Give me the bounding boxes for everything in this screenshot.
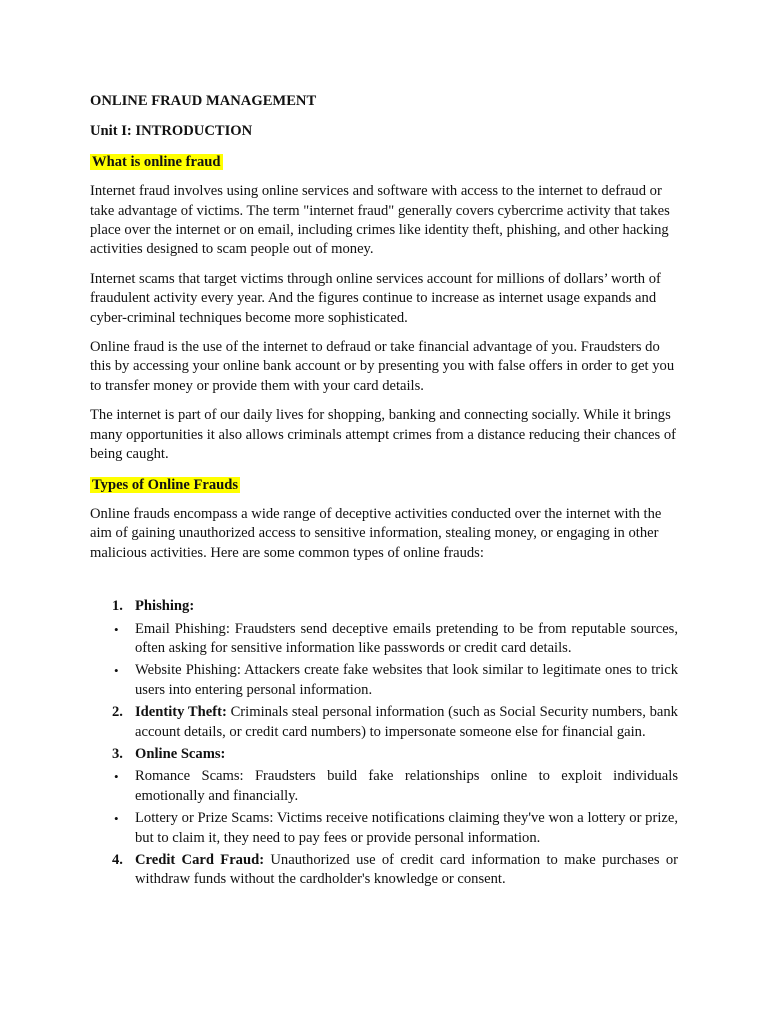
list-number: 3.: [112, 745, 123, 762]
paragraph: Internet fraud involves using online services and software with access to the internet to defraud or take advantage of victims. The term "internet fraud" generally covers cybercrime activity that takes place over the internet or on email, including crimes like identity theft, phishing, and other hacking activities designed to scam people out of money.: [90, 183, 670, 258]
paragraph: Internet scams that target victims through online services account for millions of dollars’ worth of fraudulent activity every year. And the figures continue to increase as internet usage expands and cyber-criminal techniques become more sophisticated.: [90, 270, 661, 326]
section-heading-what-is: [90, 153, 678, 172]
paragraph: The internet is part of our daily lives for shopping, banking and connecting socially. While it brings many opportunities it also allows criminals attempt crimes from a distance reducing their chances of being caught.: [90, 407, 677, 463]
list-item-text: Email Phishing: Fraudsters send deceptive emails pretending to be from reputable sources, often asking for sensitive information like passwords or credit card details.: [135, 620, 678, 656]
bullet-icon: •: [114, 811, 119, 827]
list-item-text: Unauthorized use of credit card information to make purchases or withdraw funds without the cardholder's knowledge or consent.: [135, 852, 678, 888]
list-item-text: Website Phishing: Attackers create fake websites that look similar to legitimate ones to trick users into entering personal information.: [135, 662, 678, 698]
list-item-label: Phishing:: [135, 598, 195, 615]
bullet-list-item: [90, 661, 678, 700]
bullet-list-item: [90, 809, 678, 848]
document-title: ONLINE FRAUD MANAGEMENT: [90, 93, 317, 109]
numbered-list-item: [90, 703, 678, 742]
list-number: 4.: [112, 852, 123, 868]
highlighted-heading-text: What is online fraud: [92, 153, 221, 170]
bullet-icon: •: [114, 769, 119, 785]
list-item-label: Credit Card Fraud:: [135, 852, 265, 868]
spacer: [90, 563, 678, 597]
section-heading-types: [90, 476, 678, 495]
bullet-list-item: [90, 767, 678, 806]
list-item-text: Romance Scams: Fraudsters build fake relationships online to exploit individuals emotionally and financially.: [135, 768, 678, 804]
bullet-icon: •: [114, 663, 119, 679]
numbered-list-item: [90, 851, 678, 890]
list-item-label: Identity Theft:: [135, 704, 227, 721]
fraud-types-list: [90, 597, 678, 890]
list-number: 1.: [112, 598, 123, 615]
paragraph: Online frauds encompass a wide range of deceptive activities conducted over the internet with the aim of gaining unauthorized access to sensitive information, stealing money, or engaging in other malicious activities. Here are some common types of online frauds:: [90, 505, 662, 561]
list-number: 2.: [112, 704, 123, 721]
numbered-list-item: [90, 745, 678, 764]
list-item-text: Lottery or Prize Scams: Victims receive notifications claiming they've won a lottery or prize, but to claim it, they need to pay fees or provide personal information.: [135, 810, 678, 846]
bullet-list-item: [90, 620, 678, 659]
paragraph: Online fraud is the use of the internet to defraud or take financial advantage of you. Fraudsters do this by accessing your online bank account or by presenting you with false offers in order to get you to transfer money or provide them with your card details.: [90, 339, 675, 394]
numbered-list-item: [90, 597, 678, 616]
document-page: [90, 90, 678, 890]
unit-heading: Unit I: INTRODUCTION: [90, 123, 253, 140]
list-item-text: Criminals steal personal information (such as Social Security numbers, bank account details, or credit card numbers) to impersonate someone else for financial gain.: [135, 704, 678, 740]
highlighted-heading-text: Types of Online Frauds: [92, 476, 239, 493]
bullet-icon: •: [114, 621, 119, 637]
list-item-label: Online Scams:: [135, 745, 226, 762]
